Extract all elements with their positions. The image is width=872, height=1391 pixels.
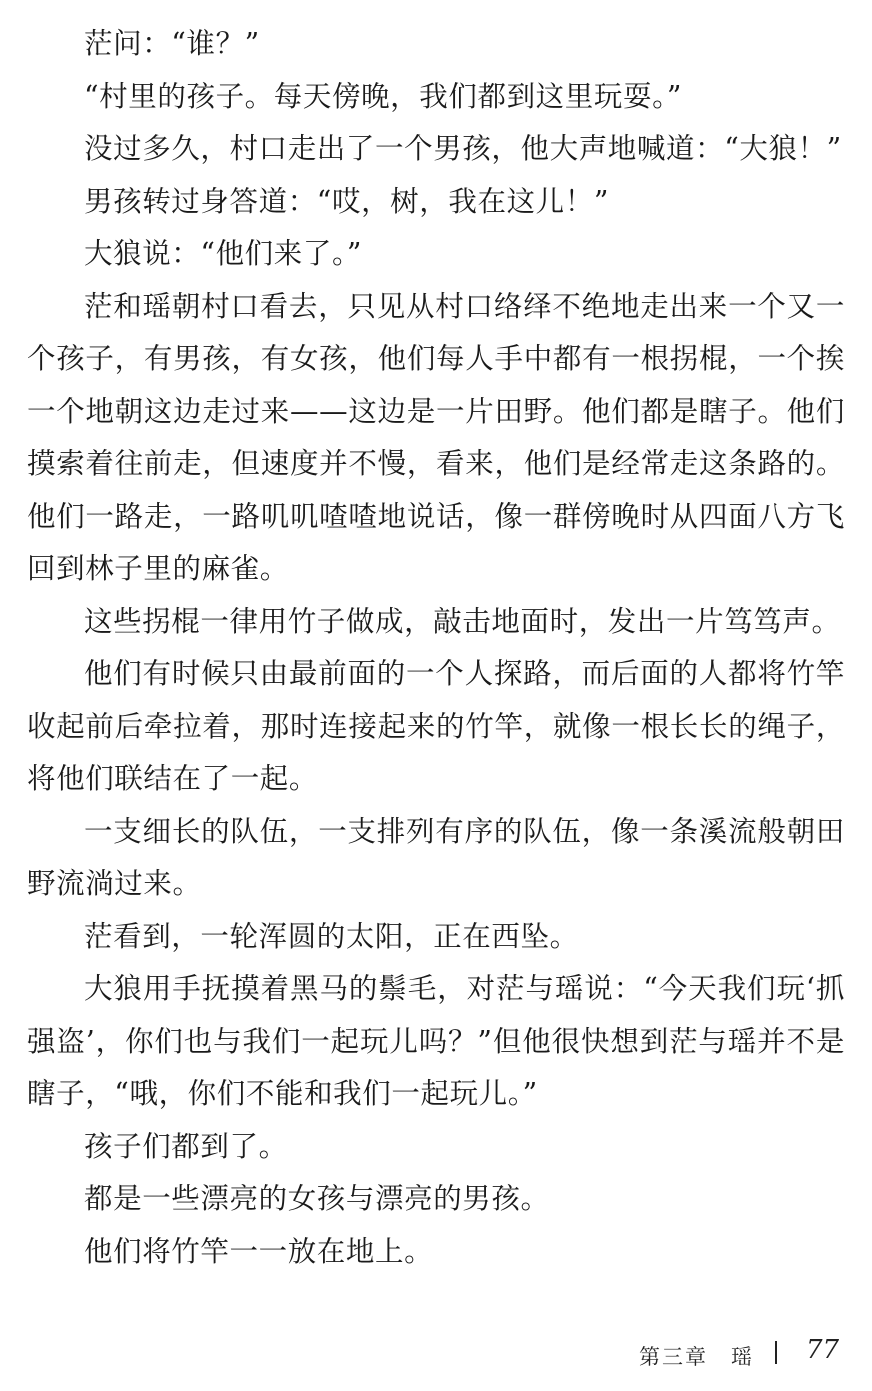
paragraph: 都是一些漂亮的女孩与漂亮的男孩。 — [84, 1182, 550, 1215]
paragraph: 茫和瑶朝村口看去，只见从村口络绎不绝地走出来一个又一个孩子，有男孩，有女孩，他们每人手中都有一根拐棍，一个挨一个地朝这边走过来——这边是一片田野。他们都是瞎子。他们摸索着往前走，但速度并不慢，看来，他们是经常走这条路的。他们一路走，一路叽叽喳喳地说话，像一群傍晚时从四面八方飞回到林子里的麻雀。 — [27, 289, 845, 585]
paragraph: 大狼说：“他们来了。” — [84, 237, 362, 270]
paragraph: 男孩转过身答道：“哎，树，我在这儿！” — [84, 184, 610, 218]
paragraph: 没过多久，村口走出了一个男孩，他大声地喊道：“大狼！” — [84, 132, 842, 165]
paragraph: 茫看到，一轮浑圆的太阳，正在西坠。 — [84, 919, 579, 953]
paragraph: 一支细长的队伍，一支排列有序的队伍，像一条溪流般朝田野流淌过来。 — [27, 814, 845, 900]
page-number: 77 — [806, 1335, 840, 1365]
paragraph: 他们将竹竿一一放在地上。 — [84, 1234, 434, 1268]
chapter-title: 第三章 瑶 — [639, 1345, 754, 1369]
paragraph: 孩子们都到了。 — [84, 1129, 288, 1163]
paragraph: 这些拐棍一律用竹子做成，敲击地面时，发出一片笃笃声。 — [84, 604, 841, 638]
paragraph: “村里的孩子。每天傍晚，我们都到这里玩耍。” — [84, 79, 683, 113]
page-footer — [0, 1333, 872, 1373]
page-body — [27, 18, 845, 1278]
paragraph: 大狼用手抚摸着黑马的鬃毛，对茫与瑶说：“今天我们玩‘抓强盗’，你们也与我们一起玩儿吗？”但他很快想到茫与瑶并不是瞎子，“哦，你们不能和我们一起玩儿。” — [27, 972, 845, 1110]
footer-divider — [775, 1341, 777, 1364]
paragraph: 茫问：“谁？” — [84, 27, 260, 60]
paragraph: 他们有时候只由最前面的一个人探路，而后面的人都将竹竿收起前后牵拉着，那时连接起来的竹竿，就像一根长长的绳子，将他们联结在了一起。 — [27, 657, 845, 795]
